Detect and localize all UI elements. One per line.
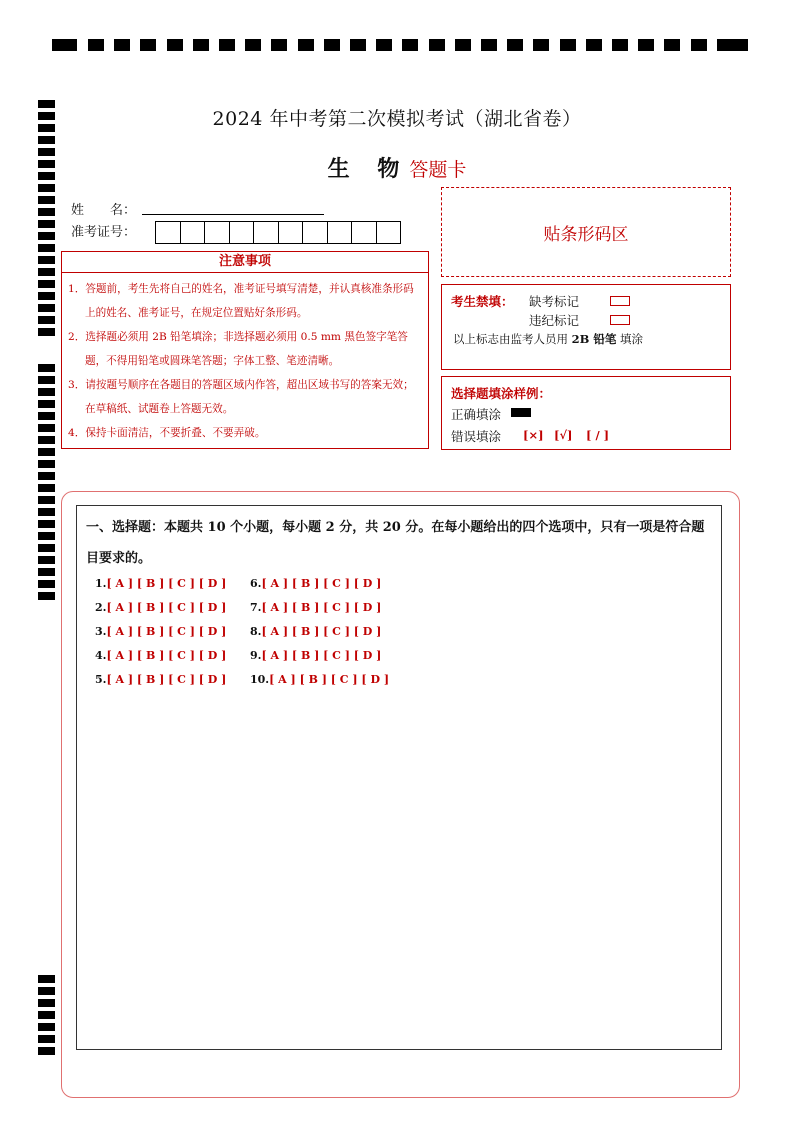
notice-item: 2．选择题必须用 2B 铅笔填涂；非选择题必须用 0.5 mm 黑色签字笔答题，不得用铅笔或圆珠笔答题；字体工整、笔迹清晰。 xyxy=(68,331,408,367)
forbidden-note-suffix: 填涂 xyxy=(620,332,644,346)
timing-mark xyxy=(38,472,55,480)
name-label: 姓 名： xyxy=(71,203,137,218)
answer-options[interactable]: [ A ] [ B ] [ C ] [ D ] xyxy=(261,577,382,590)
timing-mark xyxy=(38,496,55,504)
answer-options[interactable]: [ A ] [ B ] [ C ] [ D ] xyxy=(106,649,227,662)
timing-mark xyxy=(38,424,55,432)
timing-mark xyxy=(38,268,55,276)
id-digit-box[interactable] xyxy=(376,221,402,244)
timing-mark xyxy=(140,39,156,51)
barcode-area: 贴条形码区 xyxy=(441,187,731,277)
card-label: 答题卡 xyxy=(409,159,467,181)
subject-name: 生 物 xyxy=(327,156,410,182)
timing-mark xyxy=(167,39,183,51)
timing-mark xyxy=(664,39,680,51)
forbidden-note-prefix: 以上标志由监考人员用 xyxy=(453,332,568,346)
timing-mark xyxy=(38,1035,55,1043)
timing-mark xyxy=(38,280,55,288)
question-number: 5. xyxy=(95,673,107,686)
notice-item: 3．请按题号顺序在各题目的答题区域内作答，超出区域书写的答案无效；在草稿纸、试题卷上答题无效。 xyxy=(68,379,414,415)
timing-mark xyxy=(38,484,55,492)
exam-title: 2024 年中考第二次模拟考试（湖北省卷） xyxy=(212,108,582,130)
timing-mark xyxy=(429,39,445,51)
forbidden-note xyxy=(453,331,643,347)
timing-mark xyxy=(38,232,55,240)
id-digit-box[interactable] xyxy=(278,221,304,244)
answer-options[interactable]: [ A ] [ B ] [ C ] [ D ] xyxy=(106,577,227,590)
id-label: 准考证号： xyxy=(71,225,137,240)
question-row[interactable] xyxy=(250,673,389,686)
timing-mark xyxy=(219,39,235,51)
question-row[interactable] xyxy=(250,625,381,638)
timing-mark xyxy=(38,376,55,384)
timing-mark xyxy=(52,39,77,51)
question-row[interactable] xyxy=(95,649,226,662)
timing-mark xyxy=(193,39,209,51)
wrong-sample-3: [ / ] xyxy=(586,428,610,442)
question-number: 8. xyxy=(250,625,262,638)
notice-box xyxy=(61,273,429,449)
timing-mark xyxy=(350,39,366,51)
timing-mark xyxy=(586,39,602,51)
answer-options[interactable]: [ A ] [ B ] [ C ] [ D ] xyxy=(106,625,227,638)
fill-example-box xyxy=(441,376,731,450)
id-number-boxes[interactable] xyxy=(156,221,401,245)
id-digit-box[interactable] xyxy=(155,221,181,244)
top-timing-marks xyxy=(52,39,748,51)
answer-options[interactable]: [ A ] [ B ] [ C ] [ D ] xyxy=(261,601,382,614)
timing-mark xyxy=(612,39,628,51)
timing-mark xyxy=(38,460,55,468)
timing-mark xyxy=(38,316,55,324)
answer-options[interactable]: [ A ] [ B ] [ C ] [ D ] xyxy=(106,673,227,686)
timing-mark xyxy=(114,39,130,51)
timing-mark xyxy=(38,304,55,312)
id-digit-box[interactable] xyxy=(302,221,328,244)
timing-mark xyxy=(38,1047,55,1055)
question-row[interactable] xyxy=(250,649,381,662)
timing-mark xyxy=(38,448,55,456)
timing-mark xyxy=(691,39,707,51)
timing-mark xyxy=(638,39,654,51)
timing-mark xyxy=(38,244,55,252)
question-number: 4. xyxy=(95,649,107,662)
timing-mark xyxy=(38,532,55,540)
answer-options[interactable]: [ A ] [ B ] [ C ] [ D ] xyxy=(269,673,390,686)
correct-fill-sample xyxy=(511,408,531,417)
notice-item: 1．答题前，考生先将自己的姓名，准考证号填写清楚，并认真核准条形码上的姓名、准考证号，在规定位置贴好条形码。 xyxy=(68,283,414,319)
timing-mark xyxy=(324,39,340,51)
violation-mark-box[interactable] xyxy=(610,315,630,325)
question-number: 1. xyxy=(95,577,107,590)
question-number: 3. xyxy=(95,625,107,638)
timing-mark xyxy=(38,328,55,336)
question-row[interactable] xyxy=(95,601,226,614)
name-field[interactable] xyxy=(142,214,324,215)
timing-mark xyxy=(298,39,314,51)
timing-mark xyxy=(38,568,55,576)
id-digit-box[interactable] xyxy=(229,221,255,244)
timing-mark xyxy=(38,508,55,516)
timing-mark xyxy=(38,136,55,144)
question-row[interactable] xyxy=(250,601,381,614)
section-1-title: 一、选择题：本题共 10 个小题，每小题 2 分，共 20 分。在每小题给出的四个选项中，只有一项是符合题目要求的。 xyxy=(86,520,705,566)
id-digit-box[interactable] xyxy=(204,221,230,244)
correct-fill-label: 正确填涂 xyxy=(451,407,502,422)
timing-mark xyxy=(38,975,55,983)
question-row[interactable] xyxy=(95,625,226,638)
timing-mark xyxy=(38,1023,55,1031)
timing-mark xyxy=(245,39,261,51)
violation-label: 违纪标记 xyxy=(529,313,580,328)
timing-mark xyxy=(38,256,55,264)
timing-mark xyxy=(38,412,55,420)
timing-mark xyxy=(376,39,392,51)
timing-mark xyxy=(402,39,418,51)
timing-mark xyxy=(560,39,576,51)
timing-mark xyxy=(271,39,287,51)
timing-mark xyxy=(38,1011,55,1019)
question-number: 6. xyxy=(250,577,262,590)
question-row[interactable] xyxy=(95,577,226,590)
timing-mark xyxy=(38,556,55,564)
timing-mark xyxy=(38,987,55,995)
timing-mark xyxy=(38,388,55,396)
answer-options[interactable]: [ A ] [ B ] [ C ] [ D ] xyxy=(261,649,382,662)
question-number: 10. xyxy=(250,673,270,686)
wrong-fill-label: 错误填涂 xyxy=(451,429,502,444)
absent-label: 缺考标记 xyxy=(529,294,580,309)
question-row[interactable] xyxy=(95,673,226,686)
forbidden-box xyxy=(441,284,731,370)
timing-mark xyxy=(724,39,748,51)
question-number: 2. xyxy=(95,601,107,614)
subject-line xyxy=(0,152,794,183)
timing-mark xyxy=(38,220,55,228)
forbidden-label: 考生禁填： xyxy=(451,294,514,309)
timing-mark xyxy=(38,400,55,408)
notice-heading: 注意事项 xyxy=(61,251,429,273)
timing-mark xyxy=(455,39,471,51)
timing-mark xyxy=(507,39,523,51)
answer-options[interactable]: [ A ] [ B ] [ C ] [ D ] xyxy=(261,625,382,638)
timing-mark xyxy=(38,580,55,588)
timing-mark xyxy=(38,184,55,192)
timing-mark xyxy=(38,292,55,300)
timing-mark xyxy=(38,999,55,1007)
answer-options[interactable]: [ A ] [ B ] [ C ] [ D ] xyxy=(106,601,227,614)
question-number: 7. xyxy=(250,601,262,614)
id-digit-box[interactable] xyxy=(327,221,353,244)
timing-mark xyxy=(38,544,55,552)
id-digit-box[interactable] xyxy=(253,221,279,244)
id-digit-box[interactable] xyxy=(351,221,377,244)
timing-mark xyxy=(481,39,497,51)
fill-example-label: 选择题填涂样例： xyxy=(451,386,552,401)
timing-mark xyxy=(38,520,55,528)
forbidden-note-bold: 2B 铅笔 xyxy=(571,332,617,346)
timing-mark xyxy=(88,39,104,51)
wrong-sample-1: [×] xyxy=(523,428,544,442)
timing-mark xyxy=(38,208,55,216)
id-digit-box[interactable] xyxy=(180,221,206,244)
timing-mark xyxy=(38,196,55,204)
timing-mark xyxy=(38,436,55,444)
timing-mark xyxy=(38,364,55,372)
absent-mark-box[interactable] xyxy=(610,296,630,306)
question-number: 9. xyxy=(250,649,262,662)
wrong-sample-2: [√] xyxy=(554,428,573,442)
notice-item: 4．保持卡面清洁，不要折叠、不要弄破。 xyxy=(68,427,266,439)
timing-mark xyxy=(38,592,55,600)
timing-mark xyxy=(533,39,549,51)
question-row[interactable] xyxy=(250,577,381,590)
